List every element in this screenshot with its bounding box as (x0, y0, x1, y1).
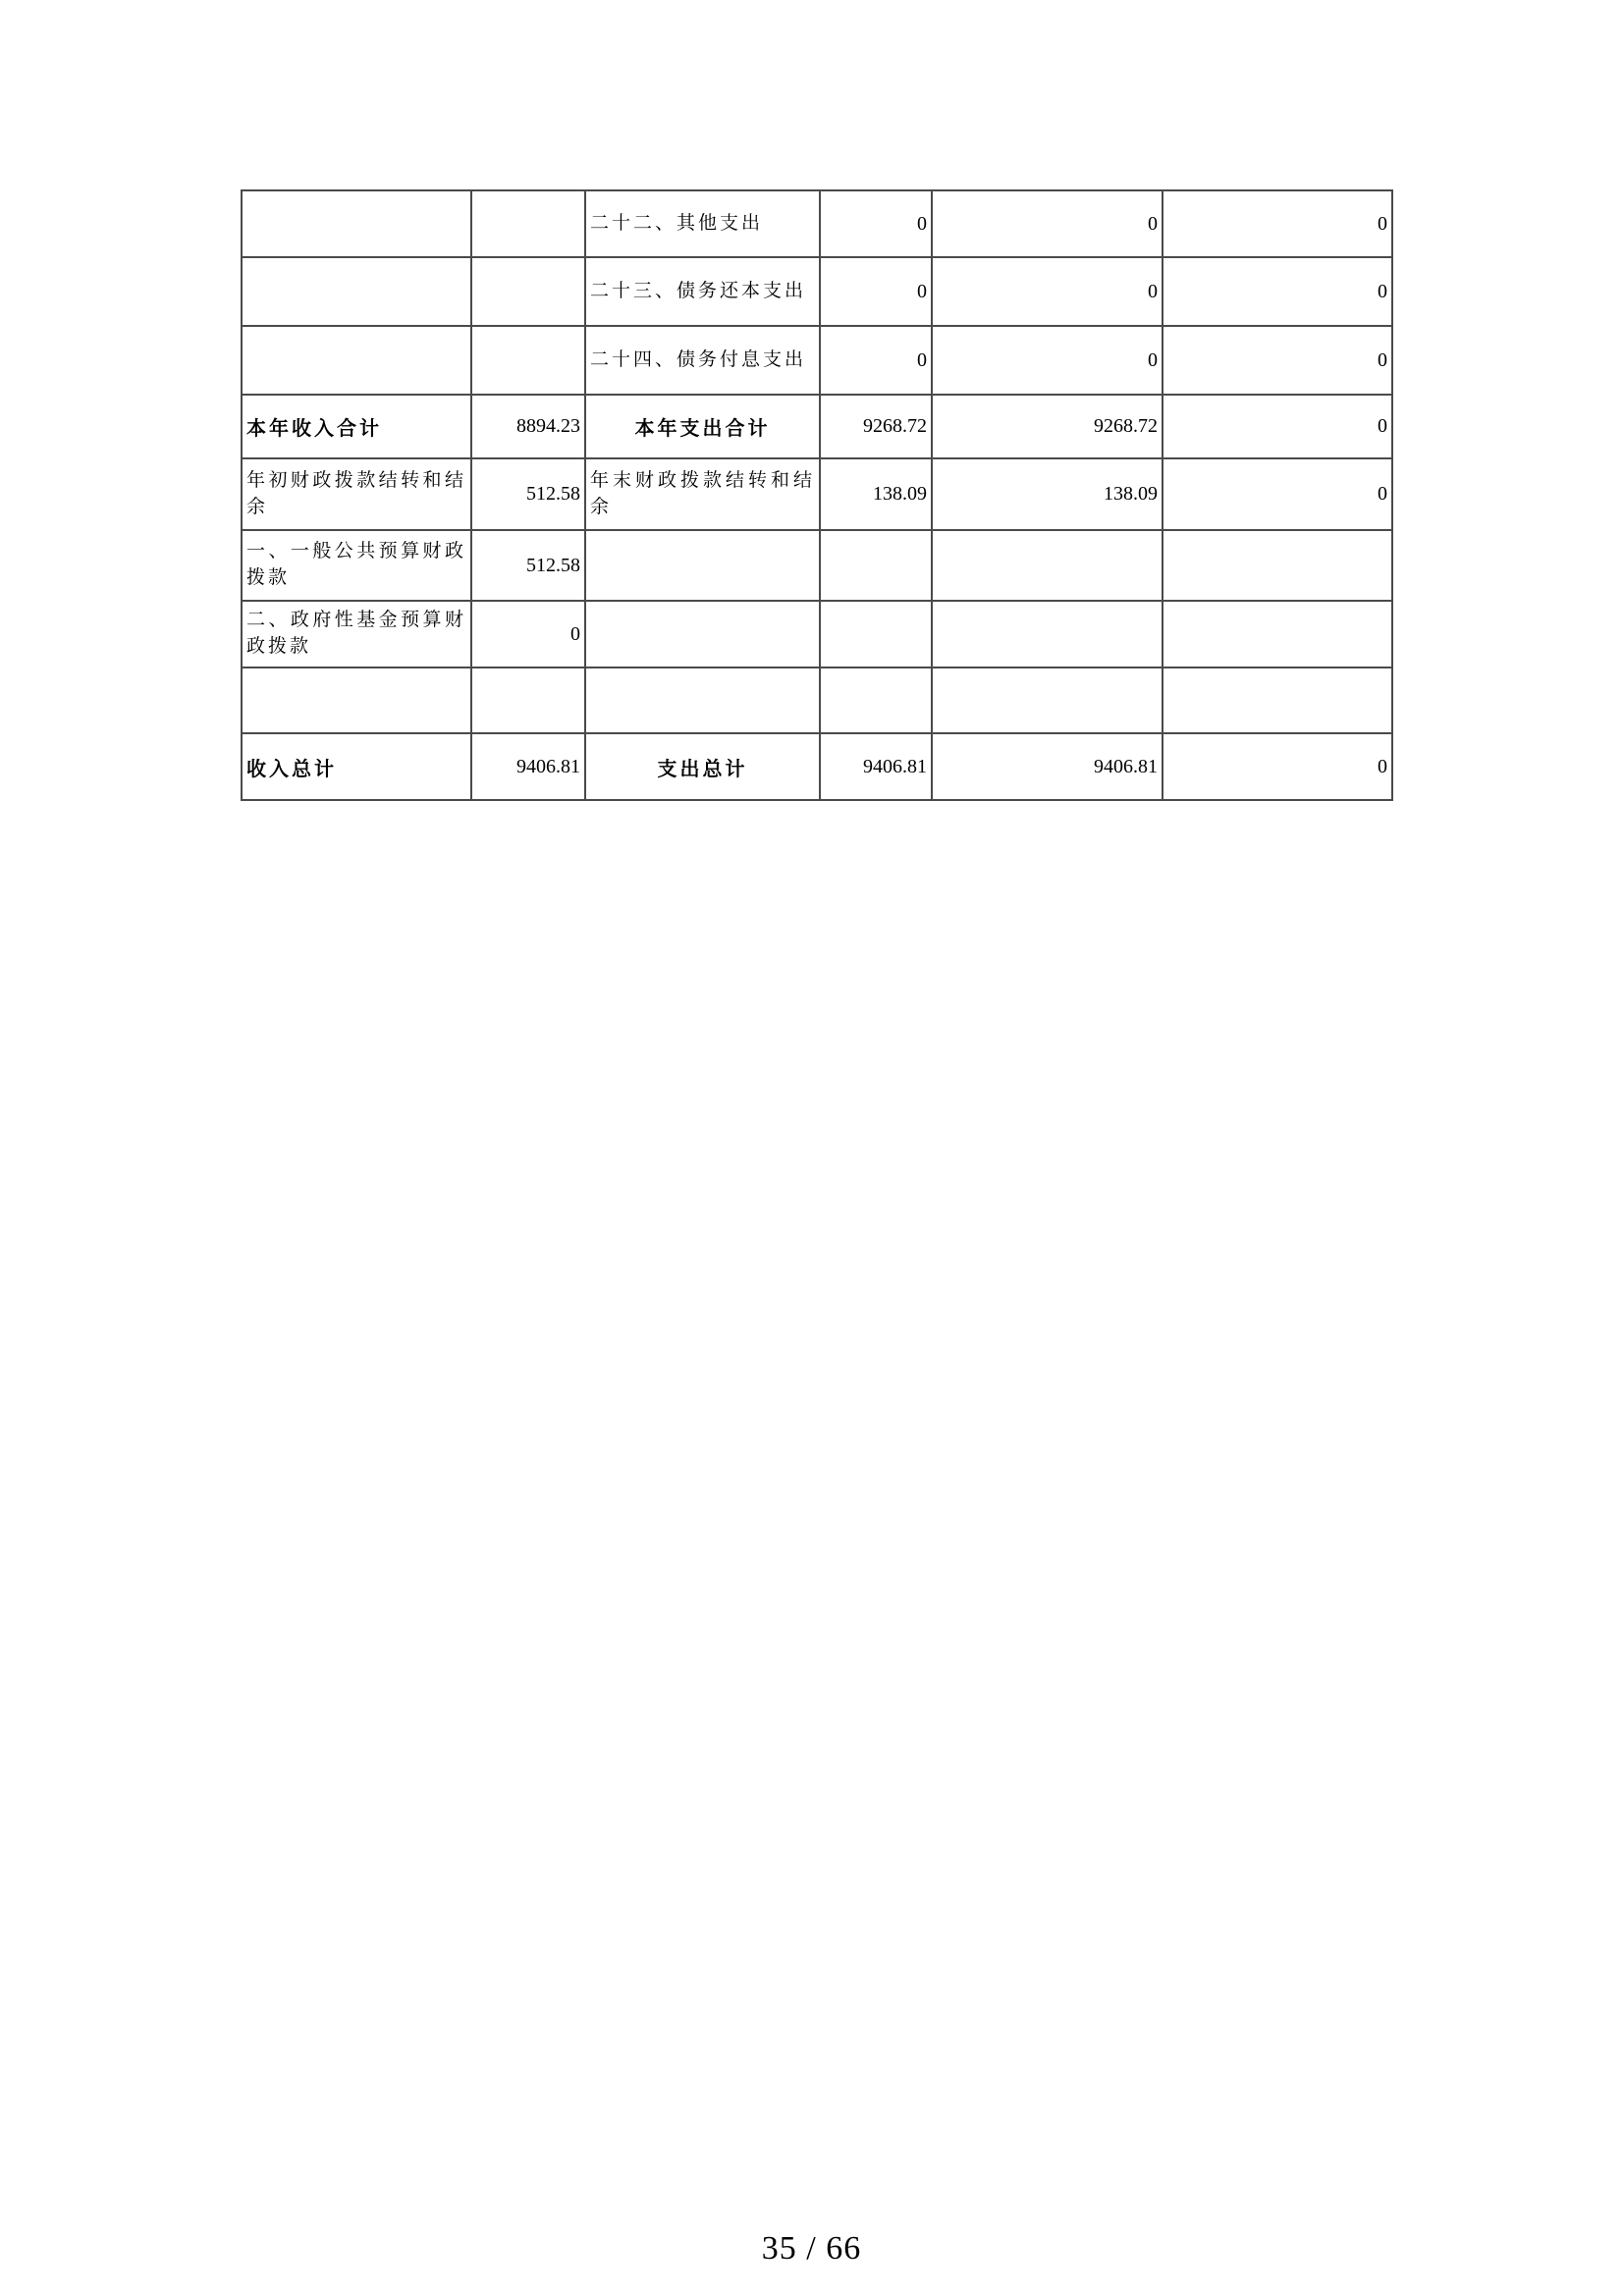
table-row (242, 326, 1392, 395)
table-cell: 9406.81 (471, 733, 585, 800)
table-cell: 138.09 (820, 458, 932, 530)
table-row (242, 601, 1392, 667)
table-cell (585, 667, 820, 733)
table-cell: 0 (471, 601, 585, 667)
table-row (242, 395, 1392, 458)
table-cell (242, 326, 471, 395)
table-cell: 0 (1163, 395, 1392, 458)
table-cell (820, 530, 932, 601)
table-cell: 0 (1163, 190, 1392, 257)
page-number: 35 / 66 (761, 2230, 862, 2267)
table-row (242, 667, 1392, 733)
table-cell (242, 667, 471, 733)
table-cell (471, 257, 585, 326)
table-cell (585, 601, 820, 667)
table-cell: 9406.81 (932, 733, 1163, 800)
table-cell: 9268.72 (820, 395, 932, 458)
table-cell (1163, 667, 1392, 733)
table-cell (820, 601, 932, 667)
table-cell (471, 190, 585, 257)
table-row (242, 257, 1392, 326)
table-cell: 本年收入合计 (242, 395, 471, 458)
table-cell: 二、政府性基金预算财政拨款 (242, 601, 471, 667)
table-cell (242, 190, 471, 257)
table-cell: 9406.81 (820, 733, 932, 800)
table-cell: 0 (1163, 458, 1392, 530)
table-cell: 0 (820, 326, 932, 395)
table-cell (820, 667, 932, 733)
table-cell: 年末财政拨款结转和结余 (585, 458, 820, 530)
table-cell (932, 530, 1163, 601)
table-cell (471, 667, 585, 733)
table-cell: 9268.72 (932, 395, 1163, 458)
table-row (242, 530, 1392, 601)
table-cell: 0 (1163, 257, 1392, 326)
table-row (242, 458, 1392, 530)
table-cell: 512.58 (471, 458, 585, 530)
table-cell: 138.09 (932, 458, 1163, 530)
table-cell (471, 326, 585, 395)
table-cell (932, 601, 1163, 667)
table-cell: 0 (1163, 733, 1392, 800)
table-cell: 年初财政拨款结转和结余 (242, 458, 471, 530)
table-cell (1163, 601, 1392, 667)
table-cell: 收入总计 (242, 733, 471, 800)
table-cell (1163, 530, 1392, 601)
table-cell: 二十四、债务付息支出 (585, 326, 820, 395)
table-cell: 支出总计 (585, 733, 820, 800)
table-cell: 0 (820, 190, 932, 257)
table-cell: 一、一般公共预算财政拨款 (242, 530, 471, 601)
table-row (242, 733, 1392, 800)
table-row (242, 190, 1392, 257)
table-cell (932, 667, 1163, 733)
table-cell: 0 (932, 257, 1163, 326)
table-cell: 本年支出合计 (585, 395, 820, 458)
table-cell: 0 (932, 326, 1163, 395)
table-cell: 0 (820, 257, 932, 326)
table-cell: 8894.23 (471, 395, 585, 458)
table-cell: 0 (932, 190, 1163, 257)
table-cell: 512.58 (471, 530, 585, 601)
table-cell (585, 530, 820, 601)
budget-summary-table (241, 189, 1393, 801)
table-cell: 0 (1163, 326, 1392, 395)
table-cell: 二十三、债务还本支出 (585, 257, 820, 326)
table-cell (242, 257, 471, 326)
table-cell: 二十二、其他支出 (585, 190, 820, 257)
